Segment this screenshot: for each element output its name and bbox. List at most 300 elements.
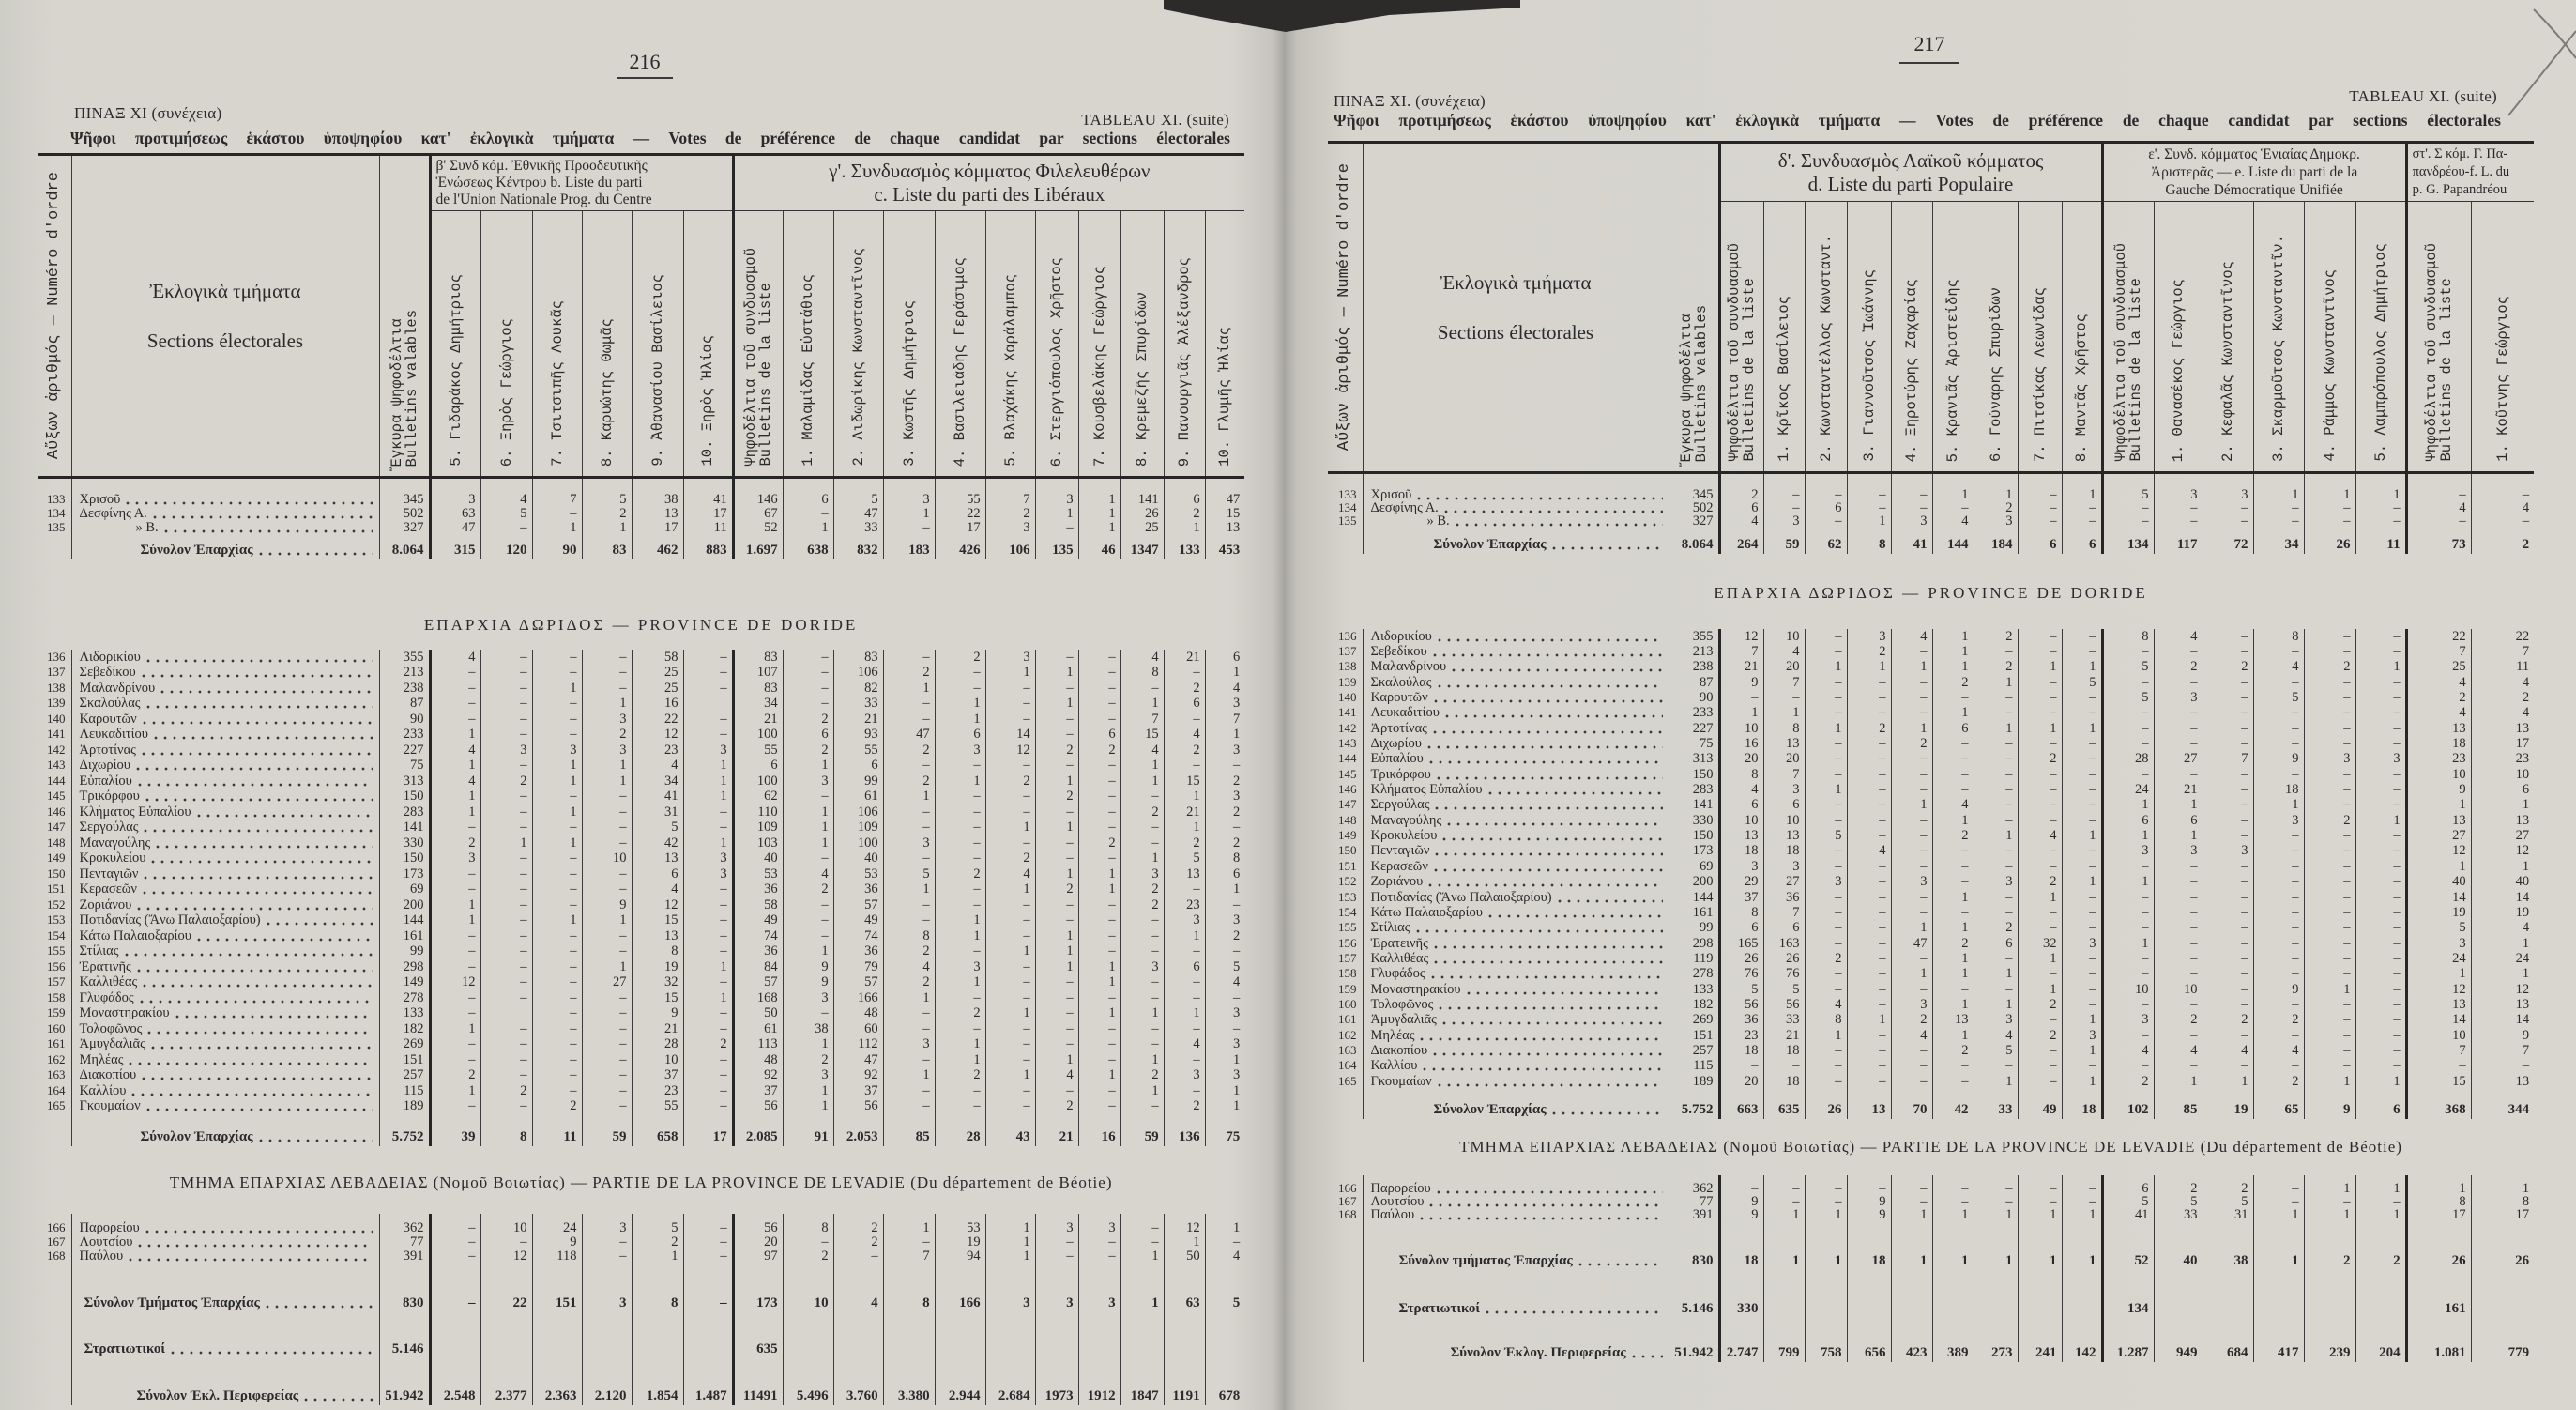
vote-count: 52 (733, 521, 783, 535)
section-name-text: Κερασεῶν (1370, 858, 1428, 874)
section-name-text: Δεσφίνης Α. (1370, 499, 1439, 515)
candidate-header (1035, 211, 1078, 478)
vote-count: – (1974, 797, 2018, 812)
total-label-cell (71, 541, 379, 559)
vote-count: 3 (582, 1221, 632, 1235)
vote-count: 3 (1205, 743, 1244, 759)
section-name-cell (71, 1067, 379, 1083)
vote-count: 4 (1763, 644, 1805, 659)
vote-count: 1 (985, 1005, 1035, 1021)
dot-leader (171, 1351, 373, 1355)
section-name-cell (1363, 905, 1669, 920)
dot-leader (1447, 822, 1662, 826)
spacer-cell (1763, 1270, 1805, 1299)
row-number: 155 (1338, 920, 1357, 935)
vote-count: – (480, 789, 532, 805)
dot-leader (147, 1031, 373, 1035)
vote-count: 1 (2018, 721, 2062, 736)
section-name-cell (1363, 1012, 1669, 1027)
spacer-cell (2253, 1221, 2304, 1251)
vote-count: 79 (833, 959, 883, 975)
vote-count: – (935, 1098, 985, 1114)
vote-count: 1 (985, 820, 1035, 835)
dot-leader (197, 814, 373, 818)
vote-count: – (1932, 1058, 1974, 1073)
vote-count: – (2102, 675, 2154, 690)
vote-count: – (2062, 951, 2102, 966)
dot-leader (143, 721, 373, 725)
vote-count: 23 (1164, 897, 1205, 913)
spacer-cell (1763, 473, 1805, 488)
row-number: 138 (1338, 659, 1357, 674)
vote-count: 9 (582, 897, 632, 913)
party-group-header (430, 155, 733, 211)
section-name (79, 989, 379, 1005)
vote-count: – (1205, 1021, 1244, 1037)
vote-count: 1 (935, 774, 985, 789)
total-valid-value: 5.146 (1669, 1299, 1719, 1318)
valid-ballots-value: 283 (379, 805, 430, 820)
vote-count: 1 (1891, 721, 1932, 736)
vote-count: – (1035, 712, 1078, 728)
vote-count: – (1120, 820, 1164, 835)
vote-count: 10 (2154, 981, 2203, 996)
vote-count: – (1847, 690, 1891, 705)
vote-count: 1 (883, 1067, 935, 1083)
vote-count: 18 (2406, 736, 2471, 751)
vote-count: – (883, 820, 935, 835)
spacer-cell (1974, 528, 2018, 535)
vote-count: – (2062, 966, 2102, 981)
vote-count: 1 (985, 665, 1035, 681)
vote-count: – (1205, 897, 1244, 913)
vote-count: 9 (1719, 1195, 1763, 1208)
dot-leader (1632, 1355, 1663, 1358)
vote-count: – (2203, 736, 2253, 751)
vote-count: 82 (833, 681, 883, 697)
total-row (38, 1340, 1244, 1358)
total-vote-count: 8 (883, 1294, 935, 1312)
section-name (1370, 751, 1669, 767)
vote-count: – (480, 1052, 532, 1068)
total-vote-count: 426 (935, 541, 985, 559)
vote-count: – (683, 943, 733, 959)
spacer-cell (1932, 1221, 1974, 1251)
section-name (79, 927, 379, 943)
section-name-text: Ἐρατεινῆς (1370, 935, 1428, 951)
vote-count: – (2062, 767, 2102, 782)
vote-count: 4 (2253, 1043, 2304, 1058)
row-spacer (1328, 528, 2534, 535)
spacer-cell (2355, 473, 2406, 488)
dot-leader (1435, 852, 1662, 856)
vote-count: 31 (2203, 1208, 2253, 1221)
vertical-header-text (1776, 296, 1791, 471)
vote-count: 1 (2406, 1182, 2471, 1195)
vote-count: – (1974, 951, 2018, 966)
vote-count: – (683, 727, 733, 743)
vote-count: 1 (430, 912, 480, 928)
total-vote-count: 3 (1078, 1294, 1120, 1312)
spacer-cell (2203, 1089, 2253, 1100)
vote-count: – (532, 1067, 582, 1083)
vote-count: 21 (632, 1021, 683, 1037)
vote-count: 2 (1205, 774, 1244, 789)
total-vote-count: 18 (2062, 1100, 2102, 1119)
vote-count: 2 (883, 974, 935, 990)
section-name-text: Καλλίου (79, 1082, 127, 1098)
vote-count: 26 (1120, 507, 1164, 521)
vote-count: 10 (632, 1052, 683, 1068)
vote-count: 2 (582, 727, 632, 743)
total-vote-count: 26 (2304, 535, 2355, 554)
dot-leader (151, 860, 373, 864)
dot-leader (1467, 991, 1663, 995)
total-vote-count: 453 (1205, 541, 1244, 559)
vote-count: 166 (833, 990, 883, 1006)
vote-count: 12 (985, 743, 1035, 759)
total-vote-count: 85 (2154, 1100, 2203, 1119)
results-table (38, 153, 1244, 1405)
vote-count: 1 (1932, 659, 1974, 674)
vote-count: 53 (935, 1221, 985, 1235)
section-name (1370, 720, 1669, 736)
total-vote-count: 183 (883, 541, 935, 559)
spacer-cell (1932, 1318, 1974, 1343)
vote-count: 3 (2062, 935, 2102, 950)
spacer-cell (1805, 1089, 1847, 1100)
vote-count: 27 (582, 974, 632, 990)
vote-count: 12 (2406, 981, 2471, 996)
vote-count: – (2355, 721, 2406, 736)
vote-count: 48 (733, 1052, 783, 1068)
vote-count: 8 (1719, 767, 1763, 782)
section-name (1370, 1180, 1669, 1196)
total-vote-count: 59 (582, 1127, 632, 1146)
table-row (38, 696, 1244, 712)
vote-count: – (1805, 736, 1847, 751)
vote-count: – (1120, 789, 1164, 805)
vote-count: 9 (2253, 981, 2304, 996)
vote-count: 17 (2471, 736, 2534, 751)
table-row (1328, 690, 2534, 705)
header-line: Bulletins de la liste (1741, 278, 1758, 462)
vote-count: 106 (833, 805, 883, 820)
dot-leader (175, 1015, 373, 1019)
list-ballots-header (1719, 202, 1763, 473)
vote-count: 7 (1205, 712, 1244, 728)
spacer-cell (935, 1114, 985, 1127)
vote-count: 27 (1763, 874, 1805, 889)
vote-count: 1 (2018, 889, 2062, 904)
spacer-cell (2355, 1089, 2406, 1100)
spacer-cell (1078, 1264, 1120, 1294)
spacer-cell (935, 478, 985, 493)
section-name (1370, 766, 1669, 782)
vote-count: – (2062, 843, 2102, 858)
spacer-cell (1035, 1312, 1078, 1340)
vote-count: 3 (683, 743, 733, 759)
vote-count: – (683, 1021, 733, 1037)
vote-count: 1 (582, 758, 632, 774)
section-name (1370, 950, 1669, 966)
candidate-header (2304, 202, 2355, 473)
total-vote-count: 166 (935, 1294, 985, 1312)
total-label (1371, 1344, 1669, 1360)
vote-count: – (783, 789, 833, 805)
vote-count: – (1120, 681, 1164, 697)
section-name-text: Λουτσίου (79, 1234, 133, 1249)
vote-count: – (2062, 920, 2102, 935)
vote-count: – (985, 712, 1035, 728)
section-name (1370, 486, 1669, 502)
vote-count: 2 (1974, 659, 2018, 674)
vote-count: 4 (1205, 681, 1244, 697)
vote-count: 1 (2062, 659, 2102, 674)
vote-count: – (480, 521, 532, 535)
valid-ballots-value: 362 (379, 1221, 430, 1235)
spacer-cell (985, 478, 1035, 493)
vote-count: 6 (1164, 959, 1205, 975)
vote-count: 10 (1719, 721, 1763, 736)
total-vote-count: 832 (833, 541, 883, 559)
vote-count: 2 (833, 1221, 883, 1235)
dot-leader (1558, 899, 1663, 903)
vertical-header-text (1003, 274, 1018, 476)
vertical-header-text (743, 248, 773, 476)
section-name-cell (71, 974, 379, 990)
section-name-cell (71, 805, 379, 820)
section-name-cell (71, 1235, 379, 1249)
valid-ballots-value: 355 (1669, 629, 1719, 644)
total-label-text: Σύνολον Ἐκλογ. Περιφερείας (1450, 1344, 1626, 1360)
dot-leader (1434, 945, 1663, 949)
vote-count: 8 (883, 928, 935, 944)
valid-ballots-value: 99 (1669, 920, 1719, 935)
vote-count: 1 (1805, 1027, 1847, 1042)
section-name-cell (71, 1083, 379, 1099)
vote-count: – (2253, 1195, 2304, 1208)
vote-count: 37 (632, 1067, 683, 1083)
vote-count: 36 (733, 881, 783, 897)
spacer-cell (1035, 478, 1078, 493)
row-number: 149 (1338, 828, 1357, 843)
total-vote-count: 13 (1847, 1100, 1891, 1119)
vote-count: 29 (1719, 874, 1763, 889)
vote-count: 2 (2018, 874, 2062, 889)
vote-count: 1 (430, 805, 480, 820)
dot-leader (129, 1062, 373, 1065)
vote-count: 83 (733, 650, 783, 666)
vote-count: 1 (2018, 981, 2062, 996)
vote-count: – (2018, 1195, 2062, 1208)
dot-leader (1442, 837, 1662, 841)
vote-count: 53 (833, 866, 883, 882)
valid-ballots-value: 269 (1669, 1012, 1719, 1027)
vote-count: 4 (883, 959, 935, 975)
party-group-header (733, 155, 1244, 211)
vote-count: 1 (883, 789, 935, 805)
vote-count: – (2304, 889, 2355, 904)
vote-count: – (1932, 859, 1974, 874)
vote-count: – (2355, 514, 2406, 528)
total-vote-count (883, 1340, 935, 1358)
total-vote-count: 635 (1763, 1100, 1805, 1119)
spacer-cell (632, 1114, 683, 1127)
vote-count: – (1078, 665, 1120, 681)
vote-count: 1 (1205, 881, 1244, 897)
vote-count: 74 (733, 928, 783, 944)
vote-count: – (2154, 675, 2203, 690)
vote-count: 15 (632, 912, 683, 928)
total-label (80, 1387, 379, 1403)
total-vote-count: 423 (1891, 1343, 1932, 1362)
vote-count: 1 (1719, 705, 1763, 720)
vote-count: 74 (833, 928, 883, 944)
vote-count: – (430, 696, 480, 712)
vote-count: – (1205, 1235, 1244, 1249)
vote-count: – (1078, 851, 1120, 866)
vote-count: 57 (833, 974, 883, 990)
section-name-cell (71, 820, 379, 835)
section-name (79, 1020, 379, 1036)
vote-count: 1 (430, 897, 480, 913)
vote-count: – (1164, 990, 1205, 1006)
vote-count: – (883, 1235, 935, 1249)
dot-leader (1452, 668, 1662, 672)
vote-count: – (2102, 889, 2154, 904)
vote-count: 8 (1120, 665, 1164, 681)
total-vote-count: 8 (632, 1294, 683, 1312)
vote-count: 1 (1974, 966, 2018, 981)
vote-count: 7 (2203, 751, 2253, 766)
vote-count: – (1805, 920, 1847, 935)
vote-count: – (2102, 514, 2154, 528)
vote-count: 41 (632, 789, 683, 805)
table-row (38, 758, 1244, 774)
spacer-cell (733, 1114, 783, 1127)
vote-count: 1 (2406, 966, 2471, 981)
vote-count: 1 (1120, 1083, 1164, 1099)
candidate-header (833, 211, 883, 478)
vote-count: – (2355, 501, 2406, 514)
vote-count: 18 (1719, 843, 1763, 858)
vote-count: 92 (833, 1067, 883, 1083)
vote-count: 1 (2304, 1182, 2355, 1195)
vote-count: 4 (430, 650, 480, 666)
table-row (1328, 721, 2534, 736)
vote-count: – (1891, 828, 1932, 843)
vote-count: – (2471, 1058, 2534, 1073)
section-name-cell (71, 928, 379, 944)
vote-count: 1 (430, 789, 480, 805)
vote-count: – (1805, 767, 1847, 782)
vote-count: 1 (1120, 1249, 1164, 1264)
vote-count: – (1805, 705, 1847, 720)
vote-count: 1 (1932, 644, 1974, 659)
vote-count: 1 (683, 789, 733, 805)
total-vote-count (1974, 1299, 2018, 1318)
section-name-cell (1363, 767, 1669, 782)
vote-count: 2 (1891, 1012, 1932, 1027)
dot-leader (1435, 806, 1662, 810)
vote-count: 47 (1891, 935, 1932, 950)
row-number: 146 (1338, 782, 1357, 797)
valid-ballots-value: 189 (379, 1098, 430, 1114)
spacer-cell (1363, 473, 1669, 488)
vote-count: – (683, 881, 733, 897)
vote-count: 1 (2018, 951, 2062, 966)
candidate-header (1763, 202, 1805, 473)
section-name (1370, 1012, 1669, 1028)
vote-count: 1 (1035, 943, 1078, 959)
vote-count: 17 (632, 521, 683, 535)
vote-count: 3 (1974, 874, 2018, 889)
vote-count: 1 (985, 1249, 1035, 1264)
spacer-cell (833, 1114, 883, 1127)
vote-count: – (2253, 889, 2304, 904)
vote-count: 2 (783, 881, 833, 897)
vote-count: – (2304, 501, 2355, 514)
vote-count: – (1164, 758, 1205, 774)
vote-count: 1 (430, 727, 480, 743)
vote-count: 1 (1891, 966, 1932, 981)
vote-count: – (1035, 1249, 1078, 1264)
dot-leader (1488, 791, 1663, 795)
vote-count: 53 (733, 866, 783, 882)
spacer-cell (2406, 1270, 2471, 1299)
vote-count: – (2062, 644, 2102, 659)
vote-count: 1 (2406, 859, 2471, 874)
spacer-cell (480, 1312, 532, 1340)
vote-count: 5 (2102, 488, 2154, 501)
vote-count: – (532, 650, 582, 666)
vote-count: – (1974, 859, 2018, 874)
row-number-empty (1328, 1343, 1363, 1362)
vote-count: – (480, 851, 532, 866)
vote-count: 10 (1763, 813, 1805, 828)
vote-count: – (1891, 1195, 1932, 1208)
vote-count: – (2406, 1058, 2471, 1073)
section-name-cell (71, 912, 379, 928)
table-header (38, 155, 1244, 478)
vote-count: 14 (2406, 889, 2471, 904)
vote-count: 2 (883, 943, 935, 959)
vote-count: 11 (2471, 659, 2534, 674)
table-row (1328, 1027, 2534, 1042)
spacer-cell (2203, 1221, 2253, 1251)
vote-count: – (1120, 1221, 1164, 1235)
table-row (38, 928, 1244, 944)
vote-count: – (2154, 920, 2203, 935)
vote-count: 1 (1164, 789, 1205, 805)
vote-count: 1 (1974, 1208, 2018, 1221)
table-row (38, 1052, 1244, 1068)
vote-count: – (1847, 920, 1891, 935)
vote-count: 112 (833, 1036, 883, 1052)
row-spacer (1328, 1089, 2534, 1100)
section-name (80, 883, 379, 895)
total-vote-count: 241 (2018, 1343, 2062, 1362)
vote-count: 3 (935, 743, 985, 759)
vote-count: 8 (2406, 1195, 2471, 1208)
section-name-text: Παρορείου (1370, 1180, 1431, 1196)
valid-ballots-header (1669, 143, 1719, 473)
vote-count: 15 (2406, 1073, 2471, 1088)
dot-leader (266, 1305, 373, 1309)
section-name-text: Μαναγούλης (79, 835, 151, 851)
spacer-cell (833, 1264, 883, 1294)
